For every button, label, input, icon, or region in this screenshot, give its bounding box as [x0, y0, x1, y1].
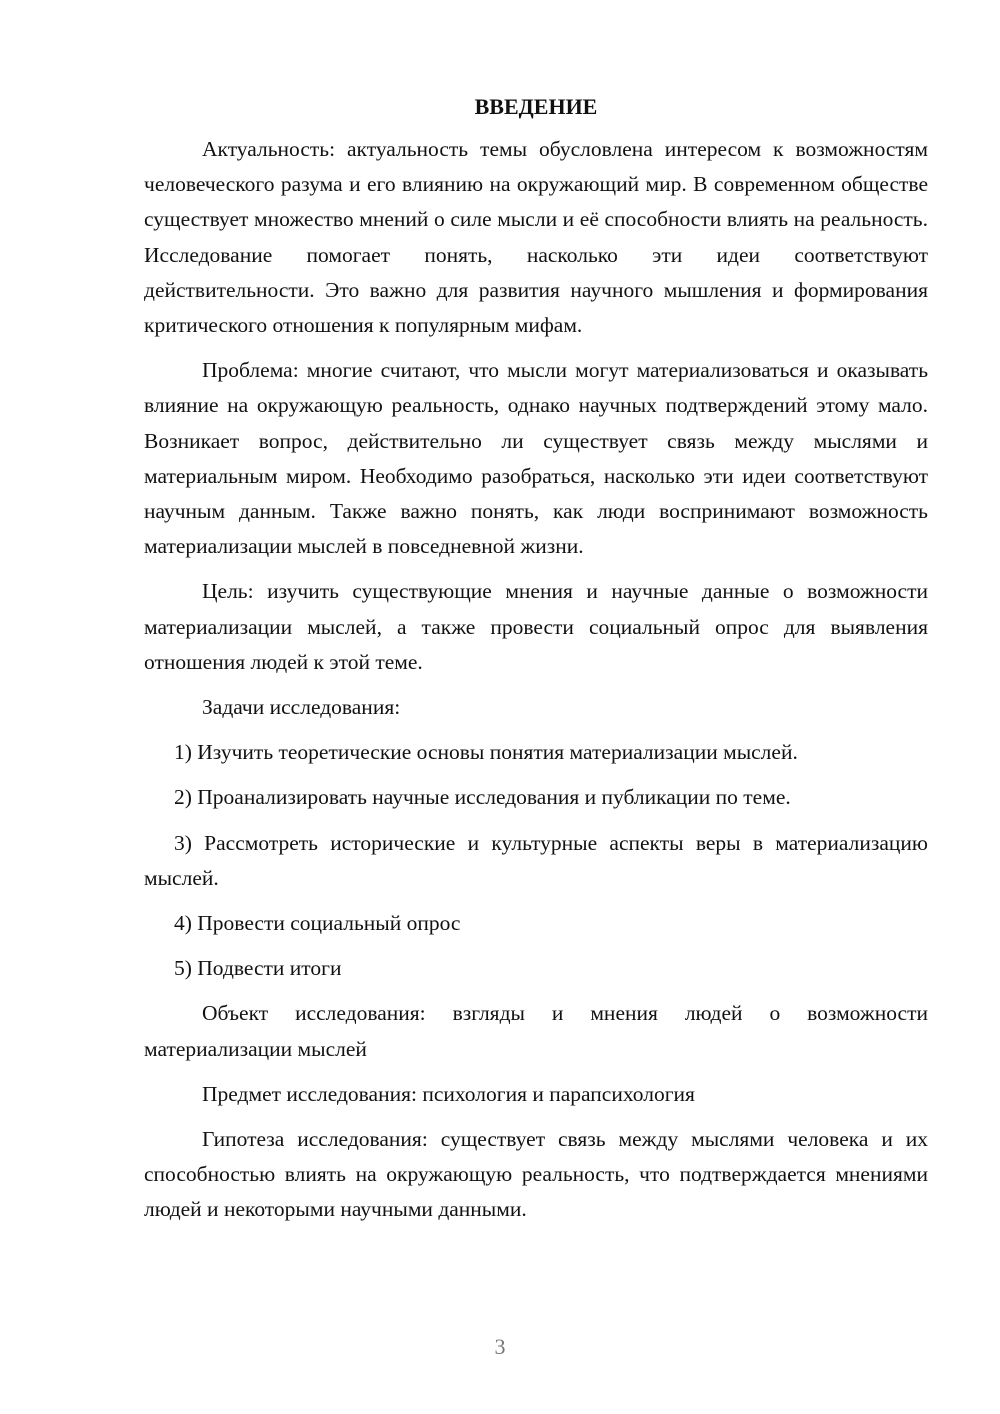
- paragraph-problem: Проблема: многие считают, что мысли могут материализоваться и оказывать влияние на окружающую реальность, однако научных подтверждений этому мало. Возникает вопрос, действительно ли существует связь между мыслями и материальным миром. Необходимо разобраться, насколько эти идеи соответствуют научным данным. Также важно понять, как люди воспринимают возможность материализации мыслей в повседневной жизни.: [144, 358, 928, 559]
- paragraph-hypothesis: Гипотеза исследования: существует связь между мыслями человека и их способностью влиять на окружающую реальность, что подтверждается мнениями людей и некоторыми научными данными.: [144, 1127, 928, 1222]
- paragraph-goal: Цель: изучить существующие мнения и научные данные о возможности материализации мыслей, а также провести социальный опрос для выявления отношения людей к этой теме.: [144, 579, 928, 674]
- paragraph-tasks-heading: Задачи исследования:: [202, 695, 401, 720]
- task-item-2: 2) Проанализировать научные исследования и публикации по теме.: [174, 785, 791, 810]
- task-item-4: 4) Провести социальный опрос: [174, 911, 461, 936]
- paragraph-subject: Предмет исследования: психология и парапсихология: [202, 1081, 695, 1106]
- paragraph-relevance: Актуальность: актуальность темы обусловлена интересом к возможностям человеческого разума и его влиянию на окружающий мир. В современном обществе существует множество мнений о силе мысли и её способности влиять на реальность. Исследование помогает понять, насколько эти идеи соответствуют действительности. Это важно для развития научного мышления и формирования критического отношения к популярным мифам.: [144, 137, 928, 338]
- paragraph-object: Объект исследования: взгляды и мнения людей о возможности материализации мыслей: [144, 1001, 928, 1061]
- section-title: ВВЕДЕНИЕ: [474, 94, 598, 119]
- task-item-1: 1) Изучить теоретические основы понятия материализации мыслей.: [174, 740, 798, 765]
- task-item-3: 3) Рассмотреть исторические и культурные аспекты веры в материализацию мыслей.: [144, 830, 928, 890]
- page-number: 3: [494, 1334, 506, 1359]
- task-item-5: 5) Подвести итоги: [174, 956, 342, 981]
- document-page: [144, 92, 928, 1238]
